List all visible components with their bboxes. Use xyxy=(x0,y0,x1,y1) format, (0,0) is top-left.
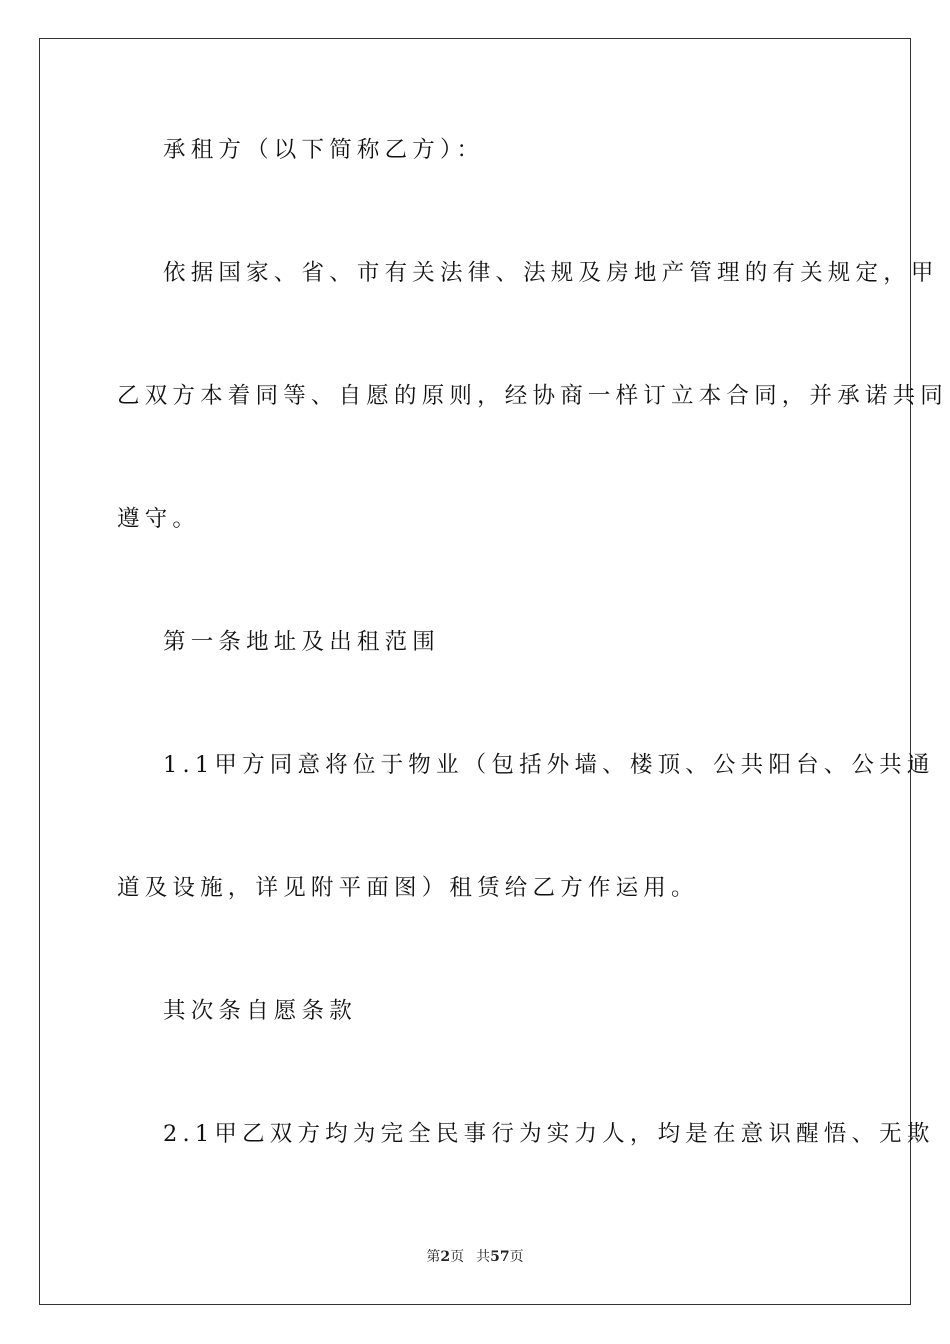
page-prefix: 第 xyxy=(426,1249,441,1265)
clause-1-1-line-2: 道及设施，详见附平面图）租赁给乙方作运用。 xyxy=(117,875,699,901)
page-number: 2 xyxy=(440,1249,451,1265)
paragraph-basis-line-3: 遵守。 xyxy=(117,506,201,532)
paragraph-lessee: 承租方（以下简称乙方）： xyxy=(163,137,485,163)
total-pages: 57 xyxy=(490,1249,510,1265)
clause-2-1-line-1: 2.1甲乙双方均为完全民事行为实力人，均是在意识醒悟、无欺 xyxy=(163,1121,935,1147)
article-2-heading: 其次条自愿条款 xyxy=(163,998,357,1024)
paragraph-basis-line-1: 依据国家、省、市有关法律、法规及房地产管理的有关规定，甲 xyxy=(163,260,939,286)
page-footer xyxy=(0,1248,950,1266)
clause-1-1-line-1: 1.1甲方同意将位于物业（包括外墙、楼顶、公共阳台、公共通 xyxy=(163,752,935,778)
total-suffix: 页 xyxy=(509,1249,524,1265)
paragraph-basis-line-2: 乙双方本着同等、自愿的原则，经协商一样订立本合同，并承诺共同 xyxy=(117,383,949,409)
article-1-heading: 第一条地址及出租范围 xyxy=(163,629,441,655)
page-border xyxy=(39,38,911,1305)
total-prefix: 共 xyxy=(476,1249,491,1265)
page-suffix: 页 xyxy=(450,1249,465,1265)
